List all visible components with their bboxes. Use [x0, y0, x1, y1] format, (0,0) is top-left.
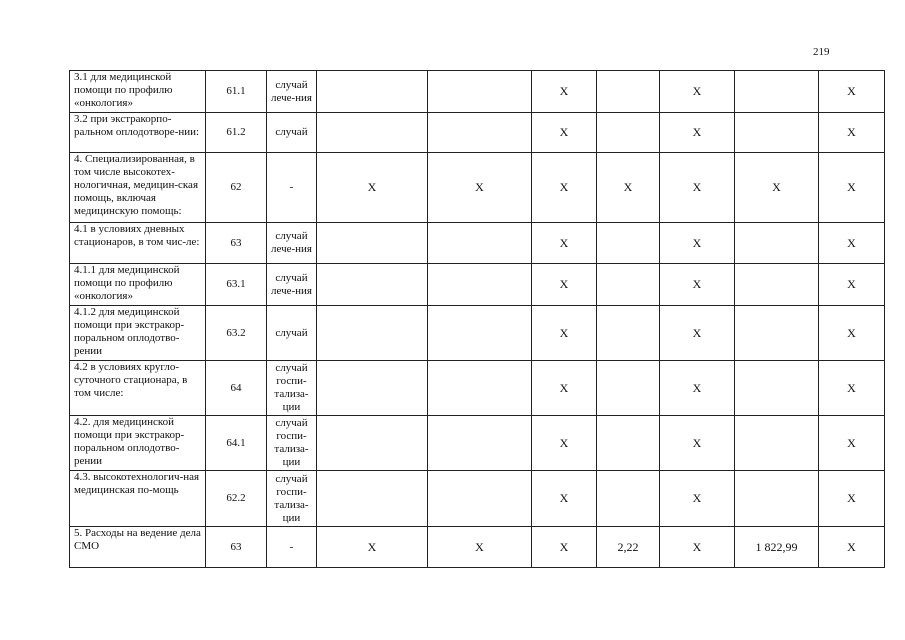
- row-code: 63: [206, 223, 267, 264]
- table-cell: X: [819, 361, 885, 416]
- table-row: [70, 223, 885, 264]
- table-row: [70, 113, 885, 153]
- row-description: 3.2 при экстракорпо-ральном оплодотворе-нии:: [70, 113, 206, 153]
- row-description: 5. Расходы на ведение дела СМО: [70, 527, 206, 568]
- row-code: 64.1: [206, 416, 267, 471]
- table-cell: [735, 361, 819, 416]
- table-cell: X: [819, 71, 885, 113]
- table-cell: [597, 223, 660, 264]
- table-cell: X: [819, 527, 885, 568]
- table-cell: X: [532, 416, 597, 471]
- table-row: [70, 71, 885, 113]
- table-cell: [735, 306, 819, 361]
- table-row: [70, 153, 885, 223]
- table-cell: [317, 306, 428, 361]
- table-row: [70, 527, 885, 568]
- table-cell: [317, 113, 428, 153]
- table-cell: X: [660, 306, 735, 361]
- table-cell: X: [819, 471, 885, 527]
- table-cell: [735, 416, 819, 471]
- row-description: 4. Специализированная, в том числе высокотех-нологичная, медицин-ская помощь, включая медицинскую помощь:: [70, 153, 206, 223]
- table-cell: [428, 223, 532, 264]
- table-cell: X: [532, 306, 597, 361]
- row-code: 62: [206, 153, 267, 223]
- table-cell: [735, 113, 819, 153]
- row-description: 4.1.1 для медицинской помощи по профилю «онкология»: [70, 264, 206, 306]
- table-row: [70, 416, 885, 471]
- table-cell: X: [532, 264, 597, 306]
- table-cell: X: [428, 527, 532, 568]
- table-cell: X: [660, 416, 735, 471]
- table-cell: X: [428, 153, 532, 223]
- table-cell: X: [597, 153, 660, 223]
- row-description: 4.3. высокотехнологич-ная медицинская по-мощь: [70, 471, 206, 527]
- row-description: 4.1.2 для медицинской помощи при экстракор-поральном оплодотво-рении: [70, 306, 206, 361]
- row-code: 62.2: [206, 471, 267, 527]
- table-cell: X: [660, 527, 735, 568]
- table-cell: X: [532, 153, 597, 223]
- table-cell: X: [660, 153, 735, 223]
- page-number: 219: [813, 46, 830, 58]
- row-unit: случай лече-ния: [267, 223, 317, 264]
- row-unit: случай госпи-тализа-ции: [267, 361, 317, 416]
- table-row: [70, 264, 885, 306]
- row-unit: случай госпи-тализа-ции: [267, 416, 317, 471]
- table-cell: X: [532, 471, 597, 527]
- row-code: 63.2: [206, 306, 267, 361]
- table-cell: 1 822,99: [735, 527, 819, 568]
- table-cell: X: [660, 361, 735, 416]
- row-unit: -: [267, 153, 317, 223]
- table-cell: X: [819, 264, 885, 306]
- table-cell: [428, 306, 532, 361]
- table-cell: [597, 471, 660, 527]
- row-unit: случай: [267, 306, 317, 361]
- table-cell: [597, 113, 660, 153]
- table-cell: [317, 416, 428, 471]
- data-table: [69, 70, 885, 568]
- table-cell: X: [660, 471, 735, 527]
- row-unit: случай: [267, 113, 317, 153]
- row-unit: случай госпи-тализа-ции: [267, 471, 317, 527]
- table-cell: X: [819, 113, 885, 153]
- table-cell: X: [660, 71, 735, 113]
- table-cell: X: [819, 306, 885, 361]
- table-cell: [597, 306, 660, 361]
- table-cell: [428, 71, 532, 113]
- table-cell: [735, 223, 819, 264]
- row-code: 63: [206, 527, 267, 568]
- row-unit: случай лече-ния: [267, 71, 317, 113]
- table-cell: [735, 471, 819, 527]
- table-cell: [597, 71, 660, 113]
- row-description: 4.2 в условиях кругло-суточного стационара, в том числе:: [70, 361, 206, 416]
- table-cell: X: [532, 113, 597, 153]
- table-cell: X: [317, 153, 428, 223]
- table-cell: [317, 223, 428, 264]
- table-cell: [597, 264, 660, 306]
- row-description: 3.1 для медицинской помощи по профилю «онкология»: [70, 71, 206, 113]
- row-unit: -: [267, 527, 317, 568]
- row-code: 61.1: [206, 71, 267, 113]
- table-cell: [597, 416, 660, 471]
- table-cell: [428, 471, 532, 527]
- table-cell: X: [532, 223, 597, 264]
- table-cell: 2,22: [597, 527, 660, 568]
- table-cell: X: [660, 223, 735, 264]
- table-row: [70, 471, 885, 527]
- table-cell: [317, 264, 428, 306]
- table-cell: X: [819, 153, 885, 223]
- table-cell: X: [819, 416, 885, 471]
- table-row: [70, 306, 885, 361]
- table-row: [70, 361, 885, 416]
- table-cell: [735, 264, 819, 306]
- table-cell: X: [660, 264, 735, 306]
- table-cell: [317, 71, 428, 113]
- row-code: 63.1: [206, 264, 267, 306]
- table-cell: X: [819, 223, 885, 264]
- table-cell: [317, 361, 428, 416]
- table-cell: [317, 471, 428, 527]
- row-code: 61.2: [206, 113, 267, 153]
- table-cell: [428, 416, 532, 471]
- row-unit: случай лече-ния: [267, 264, 317, 306]
- row-description: 4.2. для медицинской помощи при экстракор-поральном оплодотво-рении: [70, 416, 206, 471]
- table-cell: [735, 71, 819, 113]
- table-cell: [428, 264, 532, 306]
- table-cell: [428, 113, 532, 153]
- table-cell: X: [317, 527, 428, 568]
- table-cell: X: [532, 71, 597, 113]
- row-description: 4.1 в условиях дневных стационаров, в том чис-ле:: [70, 223, 206, 264]
- table-cell: X: [660, 113, 735, 153]
- table-cell: [597, 361, 660, 416]
- table-cell: X: [532, 361, 597, 416]
- table-cell: X: [735, 153, 819, 223]
- table-cell: [428, 361, 532, 416]
- table-cell: X: [532, 527, 597, 568]
- row-code: 64: [206, 361, 267, 416]
